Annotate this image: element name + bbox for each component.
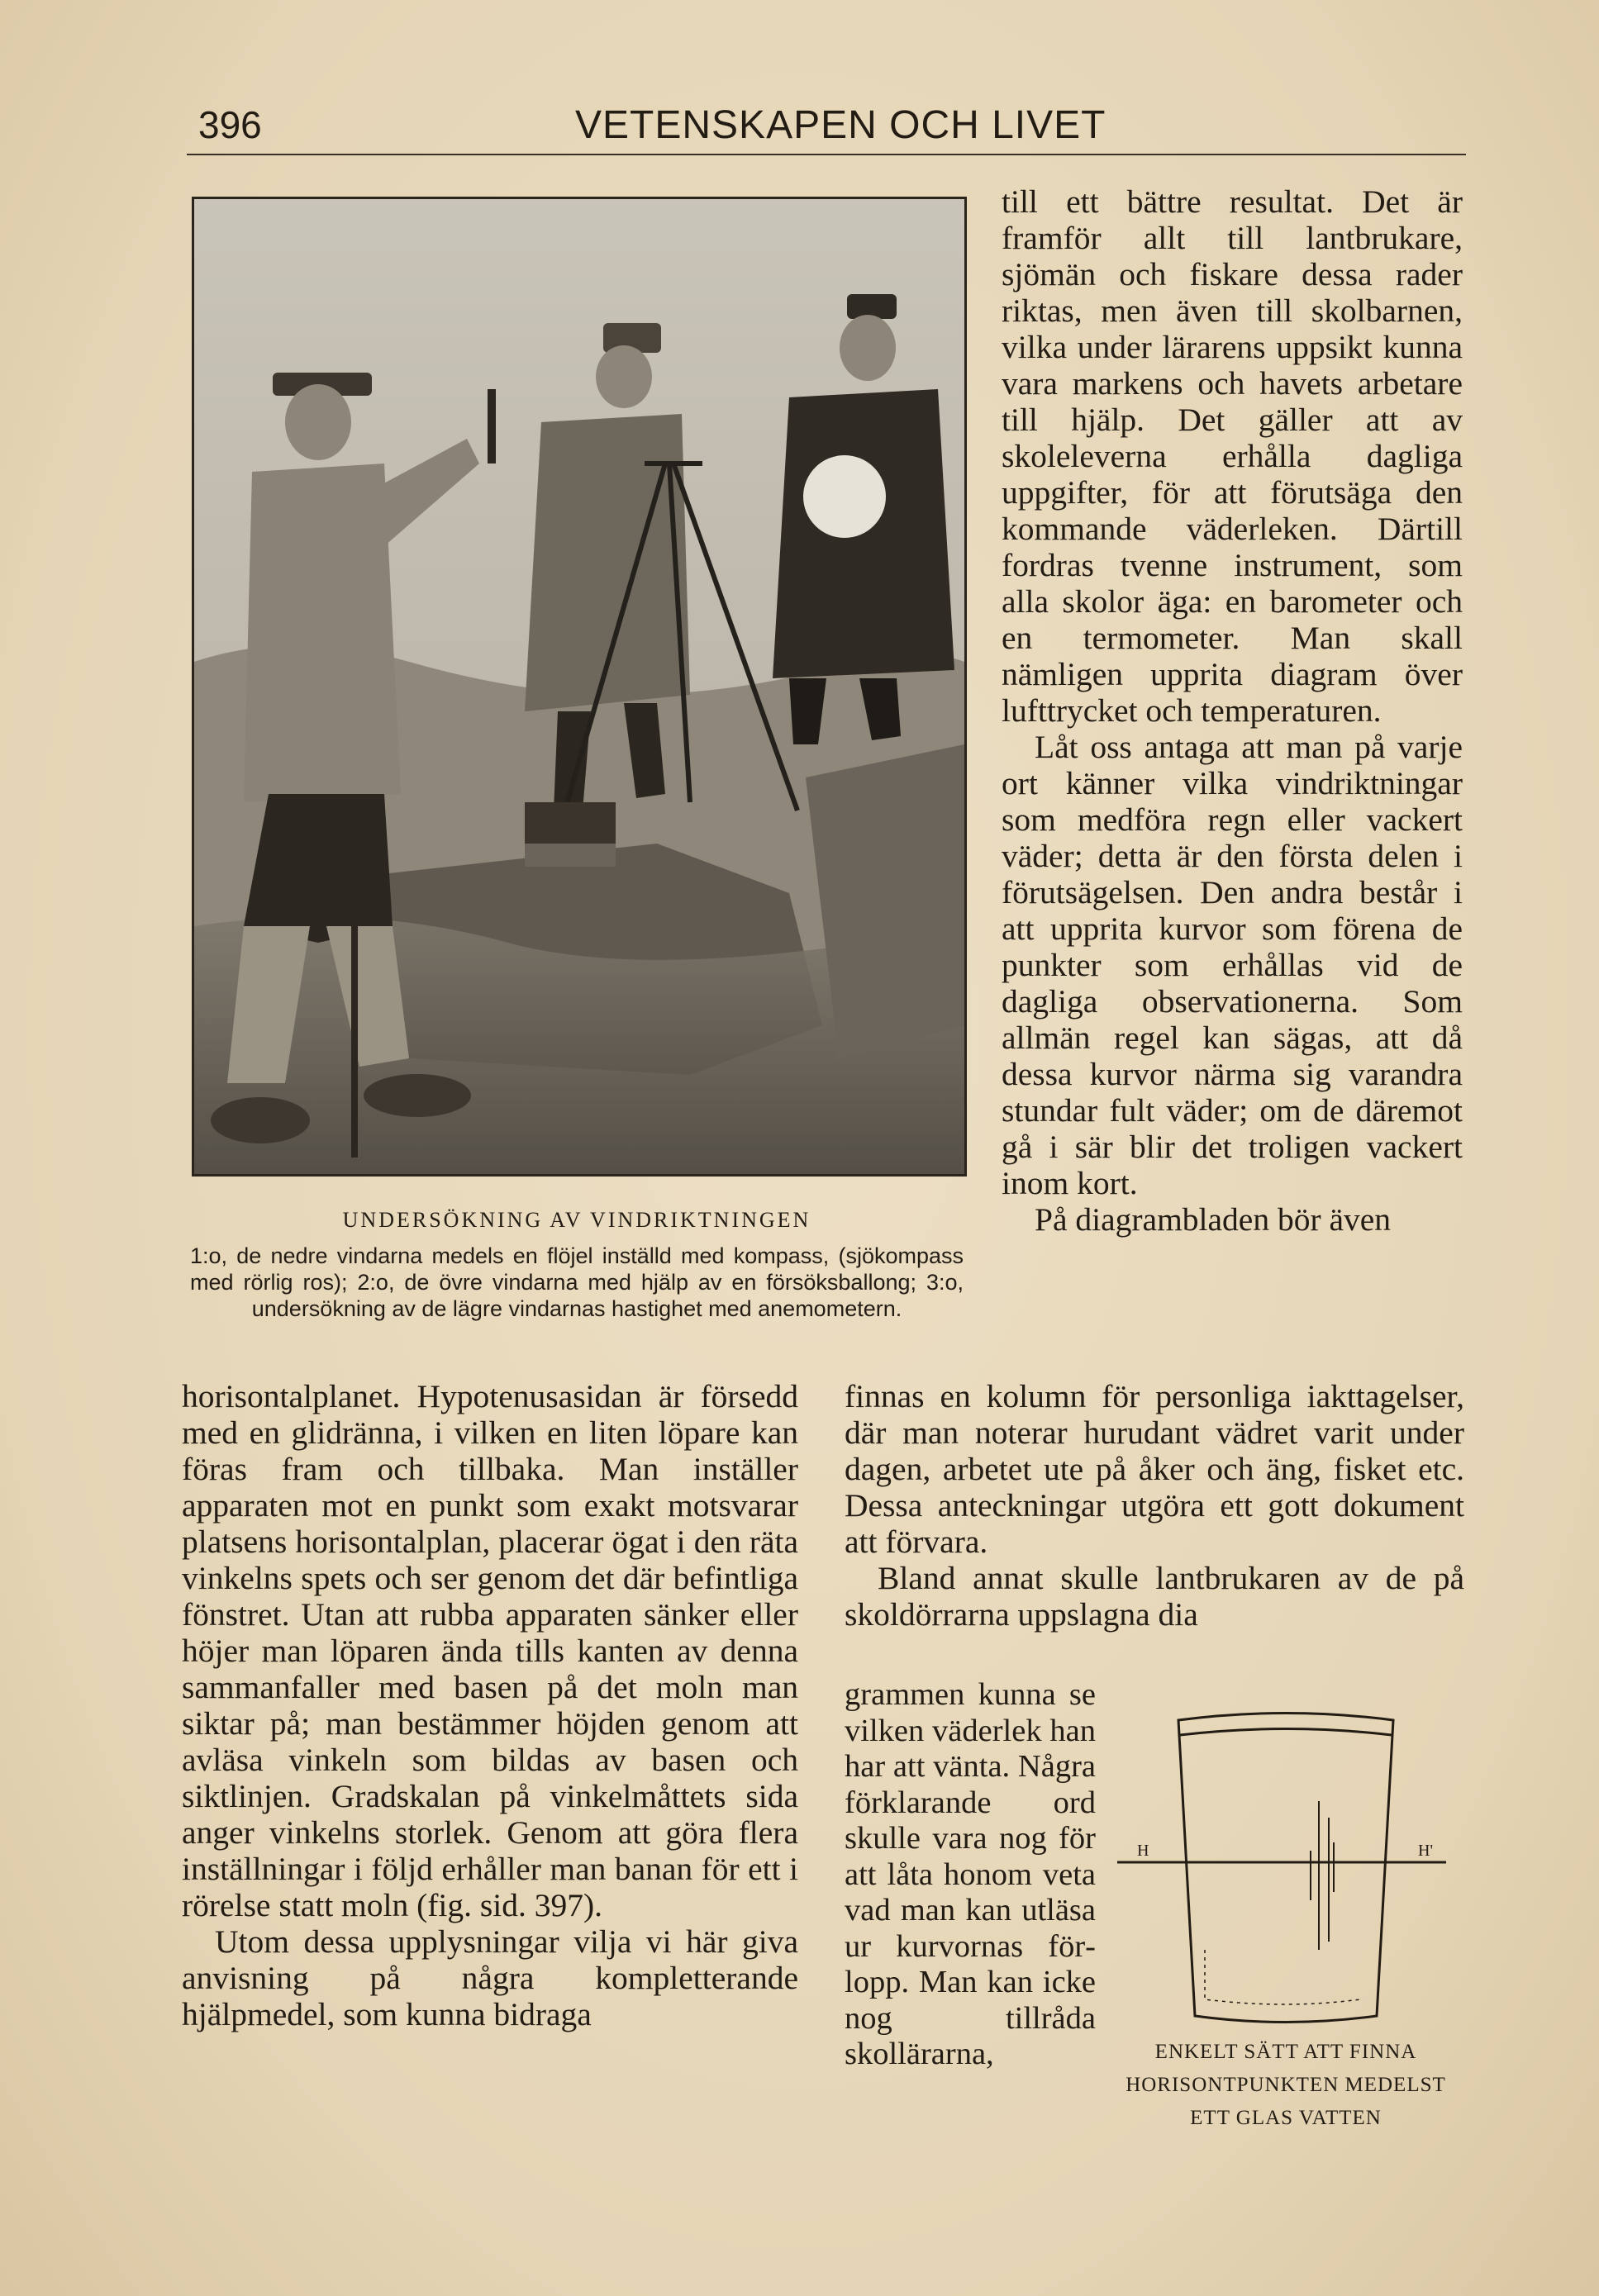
- left-column-bottom: [182, 1378, 798, 2032]
- paragraph: finnas en kolumn för personliga iakttagelser, där man noterar hurudant vädret varit under dagen, arbetet ute på åker och äng, fisket etc. Dessa anteckningar utgöra ett gott dokument att förvara.: [845, 1378, 1464, 1560]
- paragraph: Bland annat skulle lantbrukaren av de på skoldörrarna uppslagna dia: [845, 1560, 1464, 1633]
- label-h: H: [1137, 1842, 1149, 1860]
- header-rule: [187, 154, 1466, 155]
- glass-figure-caption: ENKELT SÄTT ATT FINNA HORISONTPUNKTEN MEDELST ETT GLAS VATTEN: [1125, 2041, 1446, 2129]
- caption-title: UNDERSÖKNING AV VINDRIKTNINGEN: [342, 1208, 811, 1232]
- page-number: 396: [198, 103, 262, 146]
- running-title: VETENSKAPEN OCH LIVET: [575, 103, 1106, 147]
- right-column-bottom: [845, 1378, 1464, 1633]
- caption-text: 1:o, de nedre vindarna medels en flöjel inställd med kompass, (sjökompass med rörlig ros); 2:o, de övre vindarna med hjälp av en försöksballong; 3:o, undersökning av de lägre vindarnas hastighet med anemometern.: [190, 1243, 964, 1321]
- glass-of-water-figure: [1112, 1702, 1459, 2032]
- label-h-prime: H': [1418, 1842, 1434, 1860]
- narrow-column: [845, 1677, 1096, 2073]
- paragraph: Låt oss antaga att man på varje ort känner vilka vindriktningar som medföra regn eller vackert väder; detta är den första delen i förutsägelsen. Den andra består i att upprita kurvor som förena de punkter som erhållas vid de dagliga observationerna. Som allmän regel kan sägas, att då dessa kurvor närma sig varandra stundar fult väder; om de däremot gå i sär blir det troligen vackert inom kort.: [1002, 729, 1463, 1201]
- page-header: [187, 91, 1468, 157]
- photo-caption: [190, 1208, 964, 1322]
- paragraph: På diagrambladen bör även: [1035, 1201, 1392, 1238]
- wind-survey-photo: [192, 197, 967, 1177]
- paragraph: grammen kunna se vilken väderlek han har att vänta. Några förklarande ord skulle vara nog för att låta honom veta vad man kan utläsa ur kurvornas förlopp. Man kan icke nog tillråda skollärarna,: [845, 1677, 1096, 2071]
- paragraph: till ett bättre resultat. Det är framför allt till lantbrukare, sjömän och fiskare dessa rader riktas, men även till skolbarnen, vilka under lärarens uppsikt kunna vara markens och havets arbetare till hjälp. Det gäller att av skoleleverna erhålla dagliga uppgifter, för att förutsäga den kommande väderleken. Därtill fordras tvenne instrument, som alla skolor äga: en barometer och en termometer. Man skall nämligen upprita diagram över lufttrycket och temperaturen.: [1002, 183, 1463, 729]
- paragraph: Utom dessa upplysningar vilja vi här giva anvisning på några kompletterande hjälpmedel, som kunna bidraga: [182, 1923, 798, 2032]
- paragraph: horisontalplanet. Hypotenusasidan är försedd med en glidränna, i vilken en liten löpare kan föras fram och tillbaka. Man inställer apparaten mot en punkt som exakt motsvarar platsens horisontalplan, placerar ögat i den räta vinkelns spets och ser genom det där befintliga fönstret. Utan att rubba apparaten sänker eller höjer man löparen ända tills kanten av denna sammanfaller med basen på det moln man siktar på; man bestämmer höjden genom att avläsa vinkeln som bildas av basen och siktlinjen. Gradskalan på vinkelmåttets sida anger vinkelns storlek. Genom att göra flera inställningar i följd erhåller man banan för ett i rörelse statt moln (fig. sid. 397).: [182, 1378, 798, 1923]
- right-column-top: [1002, 183, 1463, 1238]
